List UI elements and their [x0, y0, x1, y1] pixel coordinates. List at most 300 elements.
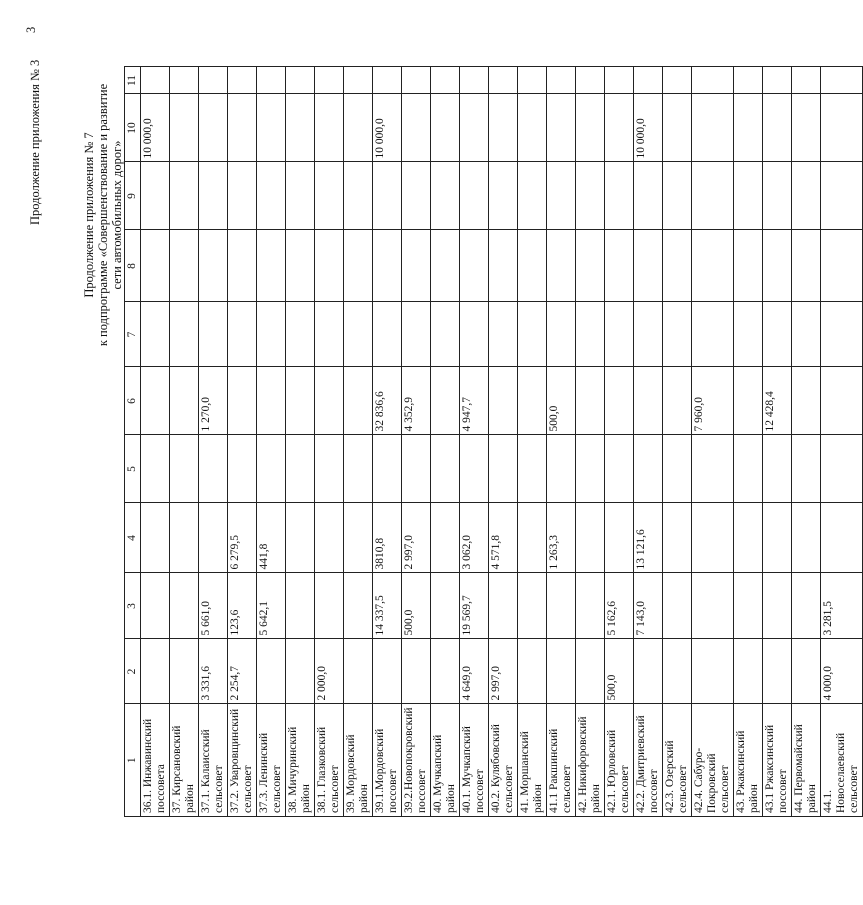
value-cell — [257, 230, 286, 302]
value-cell: 4 571,8 — [489, 503, 518, 573]
value-cell — [576, 639, 605, 704]
value-cell — [489, 230, 518, 302]
value-cell — [344, 162, 373, 230]
row-label: 36.1. Инжавинский поссовета — [141, 704, 170, 817]
value-cell — [402, 230, 431, 302]
value-cell — [257, 639, 286, 704]
value-cell — [734, 573, 763, 639]
value-cell: 3810,8 — [373, 503, 402, 573]
value-cell — [547, 94, 576, 162]
value-cell — [734, 503, 763, 573]
value-cell — [344, 639, 373, 704]
value-cell — [547, 67, 576, 94]
value-cell — [228, 435, 257, 503]
value-cell — [315, 435, 344, 503]
column-header: 10 — [125, 94, 141, 162]
value-cell — [821, 230, 863, 302]
value-cell — [763, 230, 792, 302]
value-cell — [286, 94, 315, 162]
value-cell — [763, 503, 792, 573]
value-cell — [315, 302, 344, 367]
row-label: 40. Мучкапский район — [431, 704, 460, 817]
value-cell: 5 162,6 — [605, 573, 634, 639]
table-row — [460, 67, 489, 817]
value-cell — [821, 67, 863, 94]
value-cell: 2 254,7 — [228, 639, 257, 704]
table-row — [605, 67, 634, 817]
value-cell — [431, 367, 460, 435]
value-cell — [344, 230, 373, 302]
row-label: 39.1.Мордовский поссовет — [373, 704, 402, 817]
value-cell — [663, 435, 692, 503]
row-label: 37.3. Ленинский сельсовет — [257, 704, 286, 817]
subtitle-line: Продолжение приложения № 7 — [82, 132, 96, 298]
value-cell — [402, 94, 431, 162]
value-cell — [792, 94, 821, 162]
value-cell: 123,6 — [228, 573, 257, 639]
value-cell — [518, 94, 547, 162]
value-cell — [576, 162, 605, 230]
value-cell — [663, 230, 692, 302]
table-row — [170, 67, 199, 817]
value-cell — [576, 503, 605, 573]
value-cell — [634, 639, 663, 704]
table-row — [734, 67, 763, 817]
value-cell — [792, 435, 821, 503]
value-cell — [663, 94, 692, 162]
row-label: 42.2. Дмитриевский поссовет — [634, 704, 663, 817]
value-cell — [460, 230, 489, 302]
value-cell — [576, 367, 605, 435]
value-cell — [344, 94, 373, 162]
row-label: 37. Кирсановский район — [170, 704, 199, 817]
value-cell — [605, 67, 634, 94]
column-header: 6 — [125, 367, 141, 435]
value-cell: 32 836,6 — [373, 367, 402, 435]
row-label: 44. Первомайский район — [792, 704, 821, 817]
row-label: 42.1. Юрловский сельсовет — [605, 704, 634, 817]
column-header: 4 — [125, 503, 141, 573]
column-header: 11 — [125, 67, 141, 94]
table-row — [402, 67, 431, 817]
value-cell — [402, 162, 431, 230]
table-row — [518, 67, 547, 817]
value-cell — [315, 367, 344, 435]
value-cell — [228, 230, 257, 302]
value-cell — [257, 302, 286, 367]
value-cell — [402, 67, 431, 94]
value-cell — [518, 162, 547, 230]
value-cell — [170, 94, 199, 162]
value-cell — [792, 573, 821, 639]
value-cell — [692, 302, 734, 367]
value-cell: 4 352,9 — [402, 367, 431, 435]
value-cell: 13 121,6 — [634, 503, 663, 573]
row-label: 39. Мордовский район — [344, 704, 373, 817]
column-header: 5 — [125, 435, 141, 503]
value-cell: 2 997,0 — [489, 639, 518, 704]
value-cell — [373, 230, 402, 302]
value-cell — [431, 435, 460, 503]
value-cell — [792, 503, 821, 573]
row-label: 43. Ржаксинский район — [734, 704, 763, 817]
value-cell — [821, 302, 863, 367]
row-label: 41. Моршанский район — [518, 704, 547, 817]
value-cell: 6 279,5 — [228, 503, 257, 573]
value-cell — [431, 94, 460, 162]
value-cell: 2 997,0 — [402, 503, 431, 573]
value-cell — [141, 302, 170, 367]
value-cell: 500,0 — [402, 573, 431, 639]
value-cell — [792, 230, 821, 302]
value-cell — [344, 573, 373, 639]
value-cell — [734, 367, 763, 435]
value-cell — [315, 67, 344, 94]
value-cell — [199, 302, 228, 367]
value-cell — [734, 302, 763, 367]
value-cell: 441,8 — [257, 503, 286, 573]
value-cell — [821, 503, 863, 573]
table-row — [373, 67, 402, 817]
value-cell — [286, 302, 315, 367]
value-cell — [460, 162, 489, 230]
value-cell — [763, 639, 792, 704]
value-cell — [141, 435, 170, 503]
value-cell — [286, 503, 315, 573]
row-label: 43.1 Ржаксинский поссовет — [763, 704, 792, 817]
value-cell — [734, 162, 763, 230]
value-cell: 10 000,0 — [373, 94, 402, 162]
value-cell — [489, 94, 518, 162]
value-cell — [286, 639, 315, 704]
value-cell — [763, 94, 792, 162]
value-cell — [257, 162, 286, 230]
value-cell — [170, 503, 199, 573]
table-row — [489, 67, 518, 817]
row-label: 44.1. Новоселаевский сельсовет — [821, 704, 863, 817]
row-label: 40.2. Кулябовский сельсовет — [489, 704, 518, 817]
value-cell — [431, 67, 460, 94]
value-cell — [605, 367, 634, 435]
value-cell — [576, 94, 605, 162]
value-cell — [199, 503, 228, 573]
value-cell — [663, 639, 692, 704]
value-cell — [402, 435, 431, 503]
page-number: 3 — [24, 26, 38, 33]
value-cell — [170, 230, 199, 302]
value-cell — [734, 94, 763, 162]
table-row — [547, 67, 576, 817]
value-cell — [141, 573, 170, 639]
value-cell — [489, 302, 518, 367]
value-cell — [792, 639, 821, 704]
value-cell — [634, 302, 663, 367]
table-row — [141, 67, 170, 817]
value-cell — [576, 573, 605, 639]
table-row — [228, 67, 257, 817]
value-cell — [199, 230, 228, 302]
value-cell — [315, 94, 344, 162]
value-cell — [170, 573, 199, 639]
funding-table — [124, 66, 863, 817]
value-cell — [344, 67, 373, 94]
value-cell — [692, 435, 734, 503]
value-cell — [792, 302, 821, 367]
value-cell — [170, 67, 199, 94]
value-cell: 500,0 — [547, 367, 576, 435]
value-cell — [547, 435, 576, 503]
value-cell — [257, 94, 286, 162]
value-cell — [692, 94, 734, 162]
value-cell: 4 947,7 — [460, 367, 489, 435]
subtitle-line: сети автомобильных дорог» — [110, 140, 124, 290]
value-cell — [228, 367, 257, 435]
value-cell — [199, 94, 228, 162]
value-cell — [576, 302, 605, 367]
value-cell — [431, 503, 460, 573]
value-cell — [286, 435, 315, 503]
value-cell — [663, 302, 692, 367]
column-header: 8 — [125, 230, 141, 302]
value-cell — [821, 367, 863, 435]
value-cell — [518, 435, 547, 503]
table-row — [344, 67, 373, 817]
value-cell — [199, 67, 228, 94]
row-label: 38.1. Глазковский сельсовет — [315, 704, 344, 817]
value-cell — [373, 302, 402, 367]
appendix-continuation-title: Продолжение приложения № 3 — [28, 59, 42, 225]
row-label: 42.4. Сабуро-Покровский сельсовет — [692, 704, 734, 817]
value-cell — [141, 503, 170, 573]
value-cell — [460, 435, 489, 503]
value-cell: 3 062,0 — [460, 503, 489, 573]
column-header: 9 — [125, 162, 141, 230]
value-cell — [576, 230, 605, 302]
value-cell — [792, 162, 821, 230]
table-row — [576, 67, 605, 817]
row-label: 40.1. Мучкапский поссовет — [460, 704, 489, 817]
value-cell — [460, 302, 489, 367]
row-label: 37.1. Калаисский сельсовет — [199, 704, 228, 817]
value-cell — [141, 162, 170, 230]
value-cell — [547, 230, 576, 302]
value-cell — [228, 67, 257, 94]
value-cell — [257, 67, 286, 94]
value-cell — [373, 435, 402, 503]
value-cell — [315, 503, 344, 573]
value-cell — [547, 302, 576, 367]
table-row — [315, 67, 344, 817]
value-cell: 7 960,0 — [692, 367, 734, 435]
value-cell — [576, 435, 605, 503]
table-row — [663, 67, 692, 817]
table-row — [199, 67, 228, 817]
value-cell — [605, 94, 634, 162]
column-header: 3 — [125, 573, 141, 639]
value-cell — [170, 162, 199, 230]
value-cell — [460, 67, 489, 94]
value-cell — [605, 503, 634, 573]
value-cell — [489, 573, 518, 639]
value-cell — [489, 367, 518, 435]
value-cell — [489, 162, 518, 230]
value-cell: 7 143,0 — [634, 573, 663, 639]
value-cell: 5 642,1 — [257, 573, 286, 639]
value-cell — [344, 503, 373, 573]
value-cell — [431, 162, 460, 230]
value-cell — [547, 573, 576, 639]
value-cell — [431, 230, 460, 302]
value-cell — [141, 230, 170, 302]
value-cell — [315, 573, 344, 639]
value-cell — [792, 367, 821, 435]
value-cell — [821, 162, 863, 230]
table-row — [763, 67, 792, 817]
value-cell: 3 331,6 — [199, 639, 228, 704]
row-label: 38. Мичуринский район — [286, 704, 315, 817]
value-cell — [734, 639, 763, 704]
value-cell — [518, 67, 547, 94]
appendix-subtitle — [82, 65, 124, 365]
value-cell — [431, 639, 460, 704]
value-cell — [692, 573, 734, 639]
value-cell — [605, 162, 634, 230]
value-cell — [763, 67, 792, 94]
value-cell — [663, 67, 692, 94]
value-cell — [170, 302, 199, 367]
value-cell: 4 000,0 — [821, 639, 863, 704]
value-cell — [634, 367, 663, 435]
column-header: 7 — [125, 302, 141, 367]
value-cell: 2 000,0 — [315, 639, 344, 704]
table-row — [634, 67, 663, 817]
value-cell — [763, 573, 792, 639]
value-cell — [344, 367, 373, 435]
value-cell — [489, 67, 518, 94]
value-cell — [634, 435, 663, 503]
value-cell — [228, 94, 257, 162]
value-cell: 3 281,5 — [821, 573, 863, 639]
value-cell: 4 649,0 — [460, 639, 489, 704]
value-cell — [431, 573, 460, 639]
value-cell — [344, 435, 373, 503]
row-label: 37.2. Уваровщинский сельсовет — [228, 704, 257, 817]
value-cell — [605, 230, 634, 302]
value-cell: 19 569,7 — [460, 573, 489, 639]
value-cell: 14 337,5 — [373, 573, 402, 639]
value-cell — [141, 639, 170, 704]
value-cell — [286, 67, 315, 94]
value-cell — [605, 302, 634, 367]
value-cell — [373, 67, 402, 94]
value-cell — [792, 67, 821, 94]
table-row — [257, 67, 286, 817]
value-cell — [634, 230, 663, 302]
value-cell — [170, 435, 199, 503]
table-row — [692, 67, 734, 817]
value-cell — [634, 162, 663, 230]
value-cell: 5 661,0 — [199, 573, 228, 639]
value-cell — [402, 639, 431, 704]
row-label: 41.1 Ракшинский сельсовет — [547, 704, 576, 817]
value-cell — [692, 162, 734, 230]
value-cell — [518, 230, 547, 302]
value-cell — [663, 162, 692, 230]
value-cell — [228, 162, 257, 230]
value-cell — [402, 302, 431, 367]
value-cell — [315, 230, 344, 302]
value-cell — [257, 367, 286, 435]
value-cell: 10 000,0 — [141, 94, 170, 162]
value-cell — [547, 162, 576, 230]
value-cell — [663, 367, 692, 435]
value-cell — [228, 302, 257, 367]
value-cell — [663, 503, 692, 573]
value-cell — [763, 435, 792, 503]
value-cell — [489, 435, 518, 503]
value-cell — [170, 367, 199, 435]
value-cell — [692, 67, 734, 94]
value-cell: 12 428,4 — [763, 367, 792, 435]
value-cell — [373, 162, 402, 230]
value-cell — [199, 162, 228, 230]
value-cell — [734, 435, 763, 503]
value-cell — [286, 162, 315, 230]
value-cell — [286, 573, 315, 639]
value-cell — [431, 302, 460, 367]
value-cell — [605, 435, 634, 503]
value-cell — [460, 94, 489, 162]
column-header: 2 — [125, 639, 141, 704]
value-cell: 1 270,0 — [199, 367, 228, 435]
value-cell — [518, 573, 547, 639]
row-label: 42.3. Озерский сельсовет — [663, 704, 692, 817]
value-cell — [763, 302, 792, 367]
value-cell: 500,0 — [605, 639, 634, 704]
value-cell — [663, 573, 692, 639]
table-row — [792, 67, 821, 817]
value-cell — [821, 435, 863, 503]
header-row — [125, 67, 141, 817]
value-cell — [344, 302, 373, 367]
value-cell — [518, 503, 547, 573]
table-row — [286, 67, 315, 817]
column-header: 1 — [125, 704, 141, 817]
value-cell — [518, 639, 547, 704]
value-cell — [734, 230, 763, 302]
table-row — [431, 67, 460, 817]
value-cell — [692, 639, 734, 704]
row-label: 39.2.Новопокровский поссовет — [402, 704, 431, 817]
table-row — [821, 67, 863, 817]
value-cell — [547, 639, 576, 704]
subtitle-line: к подпрограмме «Совершенствование и развитие — [96, 83, 110, 347]
value-cell — [821, 94, 863, 162]
value-cell: 1 263,3 — [547, 503, 576, 573]
value-cell — [199, 435, 228, 503]
row-label: 42. Никифоровский район — [576, 704, 605, 817]
value-cell — [692, 230, 734, 302]
value-cell — [170, 639, 199, 704]
value-cell — [257, 435, 286, 503]
value-cell — [763, 162, 792, 230]
value-cell: 10 000,0 — [634, 94, 663, 162]
value-cell — [315, 162, 344, 230]
value-cell — [518, 302, 547, 367]
value-cell — [373, 639, 402, 704]
value-cell — [734, 67, 763, 94]
value-cell — [518, 367, 547, 435]
